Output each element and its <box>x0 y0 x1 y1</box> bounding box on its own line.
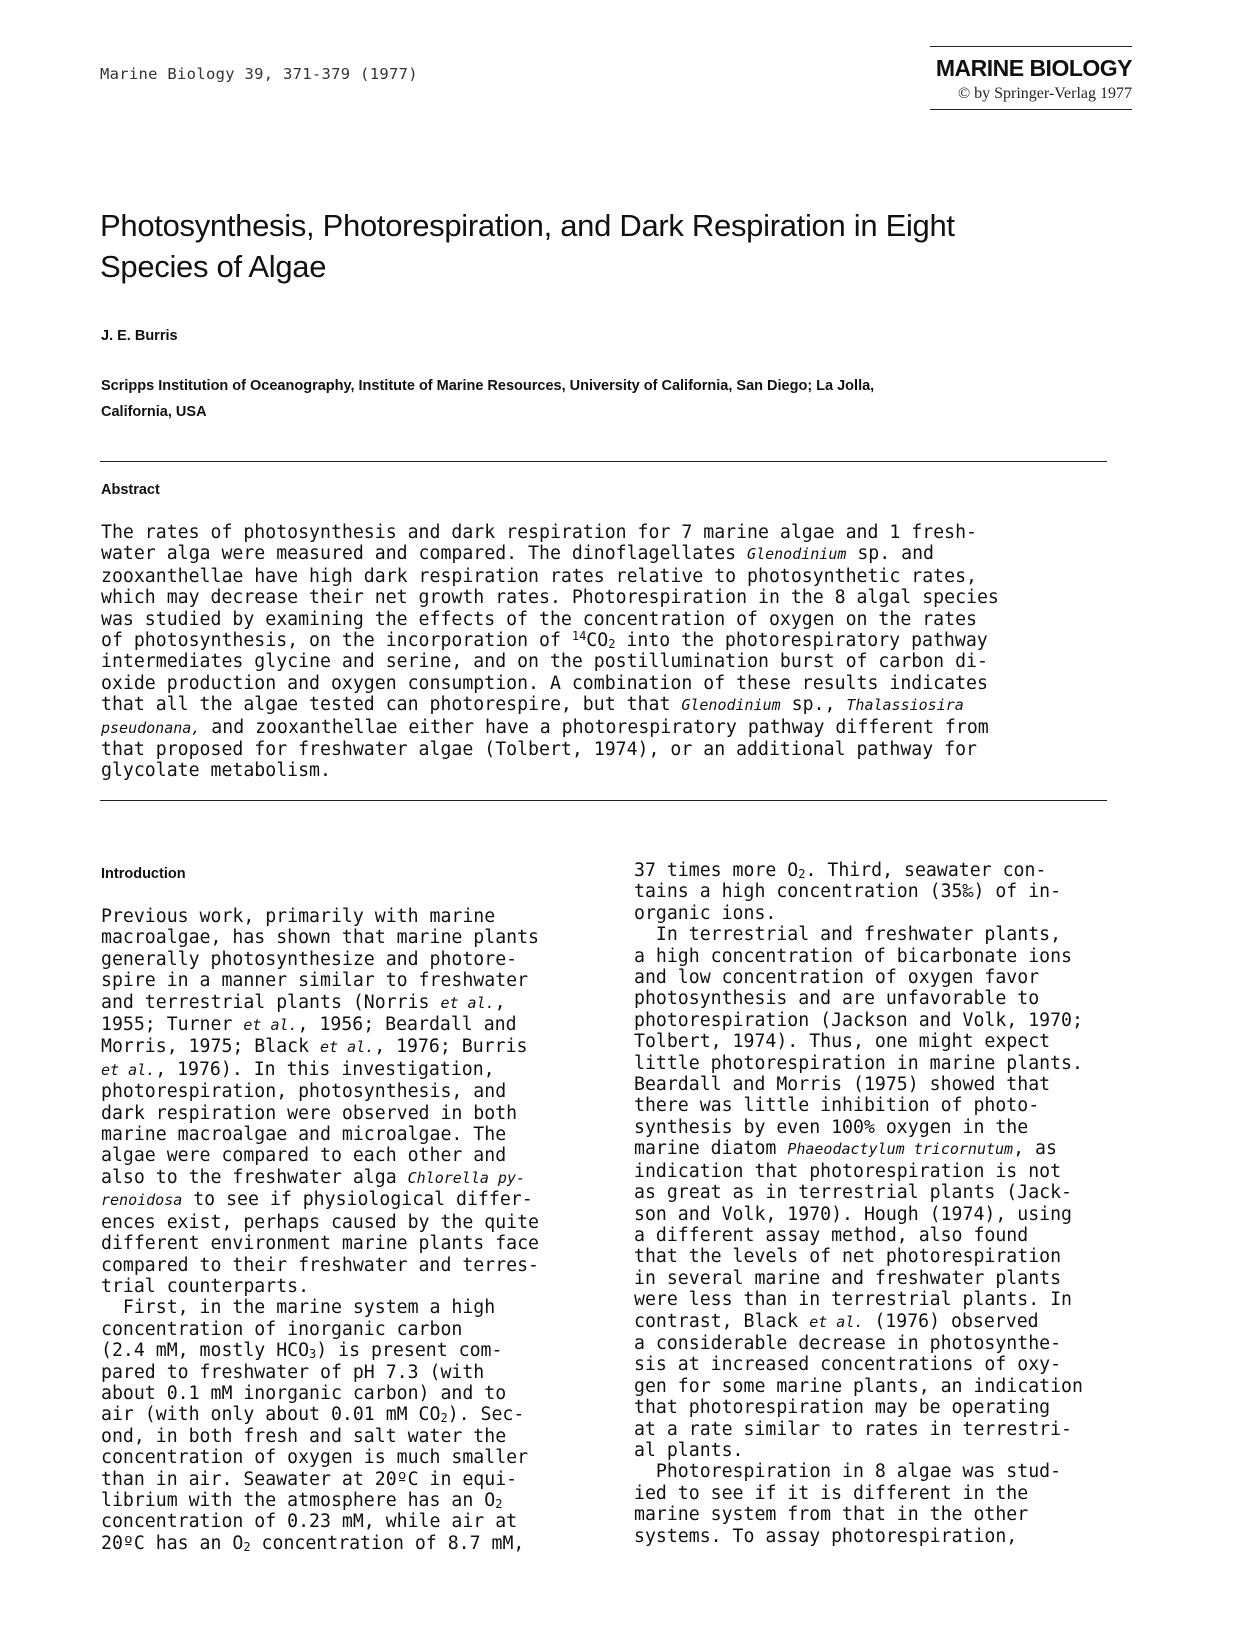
citation-etal: et al. <box>320 1038 375 1057</box>
text: librium with the atmosphere has an O <box>101 1489 496 1511</box>
isotope-superscript: 14 <box>571 629 587 644</box>
text-line: compared to their freshwater and terres- <box>101 1254 539 1276</box>
text-line: than in air. Seawater at 20ºC in equi- <box>101 1468 518 1490</box>
abstract-line: oxide production and oxygen consumption. A combination of these results indicates <box>101 672 988 694</box>
abstract-heading: Abstract <box>101 482 160 498</box>
text-line: pared to freshwater of pH 7.3 (with <box>101 1361 485 1383</box>
text-line: In terrestrial and freshwater plants, <box>634 924 1062 946</box>
text-line: systems. To assay photorespiration, <box>634 1525 1018 1547</box>
subscript: 2 <box>243 1539 251 1554</box>
citation-etal: et al. <box>243 1016 298 1035</box>
abstract-text: water alga were measured and compared. The dinoflagellates <box>101 543 748 565</box>
text-line: concentration of 0.23 mM, while air at <box>101 1511 518 1533</box>
text: 1955; Turner <box>101 1014 244 1036</box>
text: (2.4 mM, mostly HCO <box>101 1340 310 1362</box>
text-line: about 0.1 mM inorganic carbon) and to <box>101 1382 507 1404</box>
text-line: photorespiration, photosynthesis, and <box>101 1081 507 1103</box>
text-line: generally photosynthesize and photore- <box>101 948 518 970</box>
text: , <box>494 991 506 1013</box>
text-line: as great as in terrestrial plants (Jack- <box>634 1182 1072 1204</box>
subscript: 3 <box>309 1347 317 1362</box>
affiliation-line: California, USA <box>101 404 207 420</box>
abstract-text: into the photorespiratory pathway <box>615 630 988 652</box>
author-name: J. E. Burris <box>101 328 178 344</box>
abstract-bottom-divider <box>100 800 1107 801</box>
text-line: at a rate similar to rates in terrestri- <box>634 1418 1072 1440</box>
text: contrast, Black <box>634 1310 810 1332</box>
abstract-top-divider <box>100 461 1107 462</box>
text-line: a different assay method, also found <box>634 1224 1029 1246</box>
subscript: 2 <box>798 867 806 881</box>
text-line <box>101 1340 539 1361</box>
subscript: 2 <box>608 637 616 652</box>
text-line: indication that photorespiration is not <box>634 1160 1062 1182</box>
text-line <box>634 1311 1083 1333</box>
text-line: that photorespiration may be operating <box>634 1397 1051 1419</box>
text: , 1956; Beardall and <box>297 1014 517 1036</box>
text-line: synthesis by even 100% oxygen in the <box>634 1116 1029 1138</box>
paper-title <box>100 205 1080 287</box>
text-line: were less than in terrestrial plants. In <box>634 1289 1072 1311</box>
text-line: gen for some marine plants, an indication <box>634 1375 1083 1397</box>
text: Morris, 1975; Black <box>101 1036 320 1058</box>
text-line: concentration of inorganic carbon <box>101 1318 463 1340</box>
text-line: and low concentration of oxygen favor <box>634 967 1040 989</box>
affiliation-line: Scripps Institution of Oceanography, Institute of Marine Resources, University of California, San Diego; La Jolla, <box>101 378 875 394</box>
text-line <box>101 1167 539 1189</box>
text-line <box>101 1014 539 1036</box>
text: concentration of 8.7 mM, <box>250 1532 525 1554</box>
abstract-line: which may decrease their net growth rates. Photorespiration in the 8 algal species <box>101 587 999 609</box>
text-line: Photorespiration in 8 algae was stud- <box>634 1461 1062 1483</box>
text-line <box>101 1059 539 1081</box>
text-line: a considerable decrease in photosynthe- <box>634 1332 1062 1354</box>
abstract-line <box>101 630 1111 651</box>
abstract-line <box>101 543 1111 565</box>
text-line <box>101 992 539 1014</box>
text-line: little photorespiration in marine plants. <box>634 1052 1083 1074</box>
text-line: Beardall and Morris (1975) showed that <box>634 1074 1051 1096</box>
text-line <box>101 1189 539 1211</box>
text-line: ences exist, perhaps caused by the quite <box>101 1211 539 1233</box>
title-line: Species of Algae <box>100 249 327 284</box>
text: marine diatom <box>634 1138 788 1160</box>
text: . Third, seawater con- <box>805 860 1047 881</box>
species-name: renoidosa <box>101 1191 183 1210</box>
text: , 1976; Burris <box>374 1036 528 1058</box>
species-name: Chlorella py- <box>407 1168 526 1187</box>
text-line <box>101 1404 539 1425</box>
abstract-line: glycolate metabolism. <box>101 760 331 782</box>
text-line <box>634 1138 1083 1160</box>
abstract-text: sp., <box>780 694 847 716</box>
species-name: Phaeodactylum tricornutum <box>787 1140 1014 1159</box>
abstract-line: zooxanthellae have high dark respiration rates relative to photosynthetic rates, <box>101 565 977 587</box>
text-line: macroalgae, has shown that marine plants <box>101 927 539 949</box>
subscript: 2 <box>440 1411 448 1426</box>
abstract-line <box>101 717 1111 739</box>
abstract-body <box>101 522 1111 782</box>
text-line: marine macroalgae and microalgae. The <box>101 1124 507 1146</box>
text-line: algae were compared to each other and <box>101 1145 507 1167</box>
text-line: dark respiration were observed in both <box>101 1102 518 1124</box>
text-line: ied to see if it is different in the <box>634 1482 1029 1504</box>
text-line: in several marine and freshwater plants <box>634 1267 1062 1289</box>
species-name: pseudonana, <box>101 718 201 737</box>
introduction-right-column <box>634 860 1083 1547</box>
text: , 1976). In this investigation, <box>155 1058 495 1080</box>
abstract-line <box>101 694 1111 716</box>
text-line <box>101 1490 539 1511</box>
subscript: 2 <box>495 1496 503 1511</box>
citation-etal: et al. <box>101 1060 156 1079</box>
text: air (with only about 0.01 mM CO <box>101 1404 441 1426</box>
text: ). Sec- <box>447 1404 525 1426</box>
text-line: photorespiration (Jackson and Volk, 1970; <box>634 1009 1083 1031</box>
text-line: First, in the marine system a high <box>101 1297 496 1319</box>
text: (1976) observed <box>863 1310 1039 1332</box>
text: ) is present com- <box>316 1340 503 1362</box>
text-line: concentration of oxygen is much smaller <box>101 1447 529 1469</box>
journal-name: MARINE BIOLOGY <box>935 55 1132 81</box>
text-line <box>101 1036 539 1058</box>
text-line: there was little inhibition of photo- <box>634 1095 1040 1117</box>
author-affiliation <box>101 373 1001 425</box>
text-line: trial counterparts. <box>101 1275 310 1297</box>
text: , as <box>1013 1138 1057 1160</box>
text-line: al plants. <box>634 1439 744 1461</box>
abstract-text: and zooxanthellae either have a photorespiratory pathway different from <box>200 716 989 738</box>
text-line: Previous work, primarily with marine <box>101 906 496 927</box>
text-line: photosynthesis and are unfavorable to <box>634 988 1040 1010</box>
text-line: sis at increased concentrations of oxy- <box>634 1354 1062 1376</box>
abstract-text: that all the algae tested can photorespire, but that <box>101 694 682 716</box>
abstract-text: of photosynthesis, on the incorporation of <box>101 630 572 652</box>
text-line: organic ions. <box>634 902 777 924</box>
abstract-text: sp. and <box>846 543 934 565</box>
text-line <box>101 1533 539 1554</box>
text-line: ond, in both fresh and salt water the <box>101 1425 507 1447</box>
introduction-left-column <box>101 906 539 1554</box>
copyright-notice: © by Springer-Verlag 1977 <box>957 85 1132 102</box>
abstract-line: that proposed for freshwater algae (Tolbert, 1974), or an additional pathway for <box>101 739 977 761</box>
text-line: marine system from that in the other <box>634 1504 1029 1526</box>
text: also to the freshwater alga <box>101 1166 408 1188</box>
text-line: a high concentration of bicarbonate ions <box>634 945 1072 967</box>
species-name: Thalassiosira <box>846 696 964 715</box>
title-line: Photosynthesis, Photorespiration, and Dark Respiration in Eight <box>100 208 955 243</box>
text-line: different environment marine plants face <box>101 1233 539 1255</box>
text-line: spire in a manner similar to freshwater <box>101 970 529 992</box>
species-name: Glenodinium <box>681 696 781 715</box>
abstract-line: intermediates glycine and serine, and on the postillumination burst of carbon di- <box>101 651 988 673</box>
introduction-heading: Introduction <box>101 866 186 882</box>
text-line: son and Volk, 1970). Hough (1974), using <box>634 1203 1072 1225</box>
text-line: tains a high concentration (35‰) of in- <box>634 881 1062 903</box>
citation-etal: et al. <box>440 993 495 1012</box>
text-line <box>634 860 1083 881</box>
text: and terrestrial plants (Norris <box>101 991 441 1013</box>
citation-etal: et al. <box>809 1312 864 1331</box>
journal-citation: Marine Biology 39, 371-379 (1977) <box>100 65 418 83</box>
text: to see if physiological differ- <box>182 1189 533 1211</box>
species-name: Glenodinium <box>747 545 847 564</box>
text-line: that the levels of net photorespiration <box>634 1246 1062 1268</box>
abstract-line: was studied by examining the effects of the concentration of oxygen on the rates <box>101 608 977 630</box>
abstract-text: CO <box>586 630 609 652</box>
abstract-line: The rates of photosynthesis and dark respiration for 7 marine algae and 1 fresh- <box>101 522 977 543</box>
text-line: Tolbert, 1974). Thus, one might expect <box>634 1031 1051 1053</box>
text: 37 times more O <box>634 860 799 881</box>
text: 20ºC has an O <box>101 1532 244 1554</box>
journal-masthead <box>930 46 1132 110</box>
